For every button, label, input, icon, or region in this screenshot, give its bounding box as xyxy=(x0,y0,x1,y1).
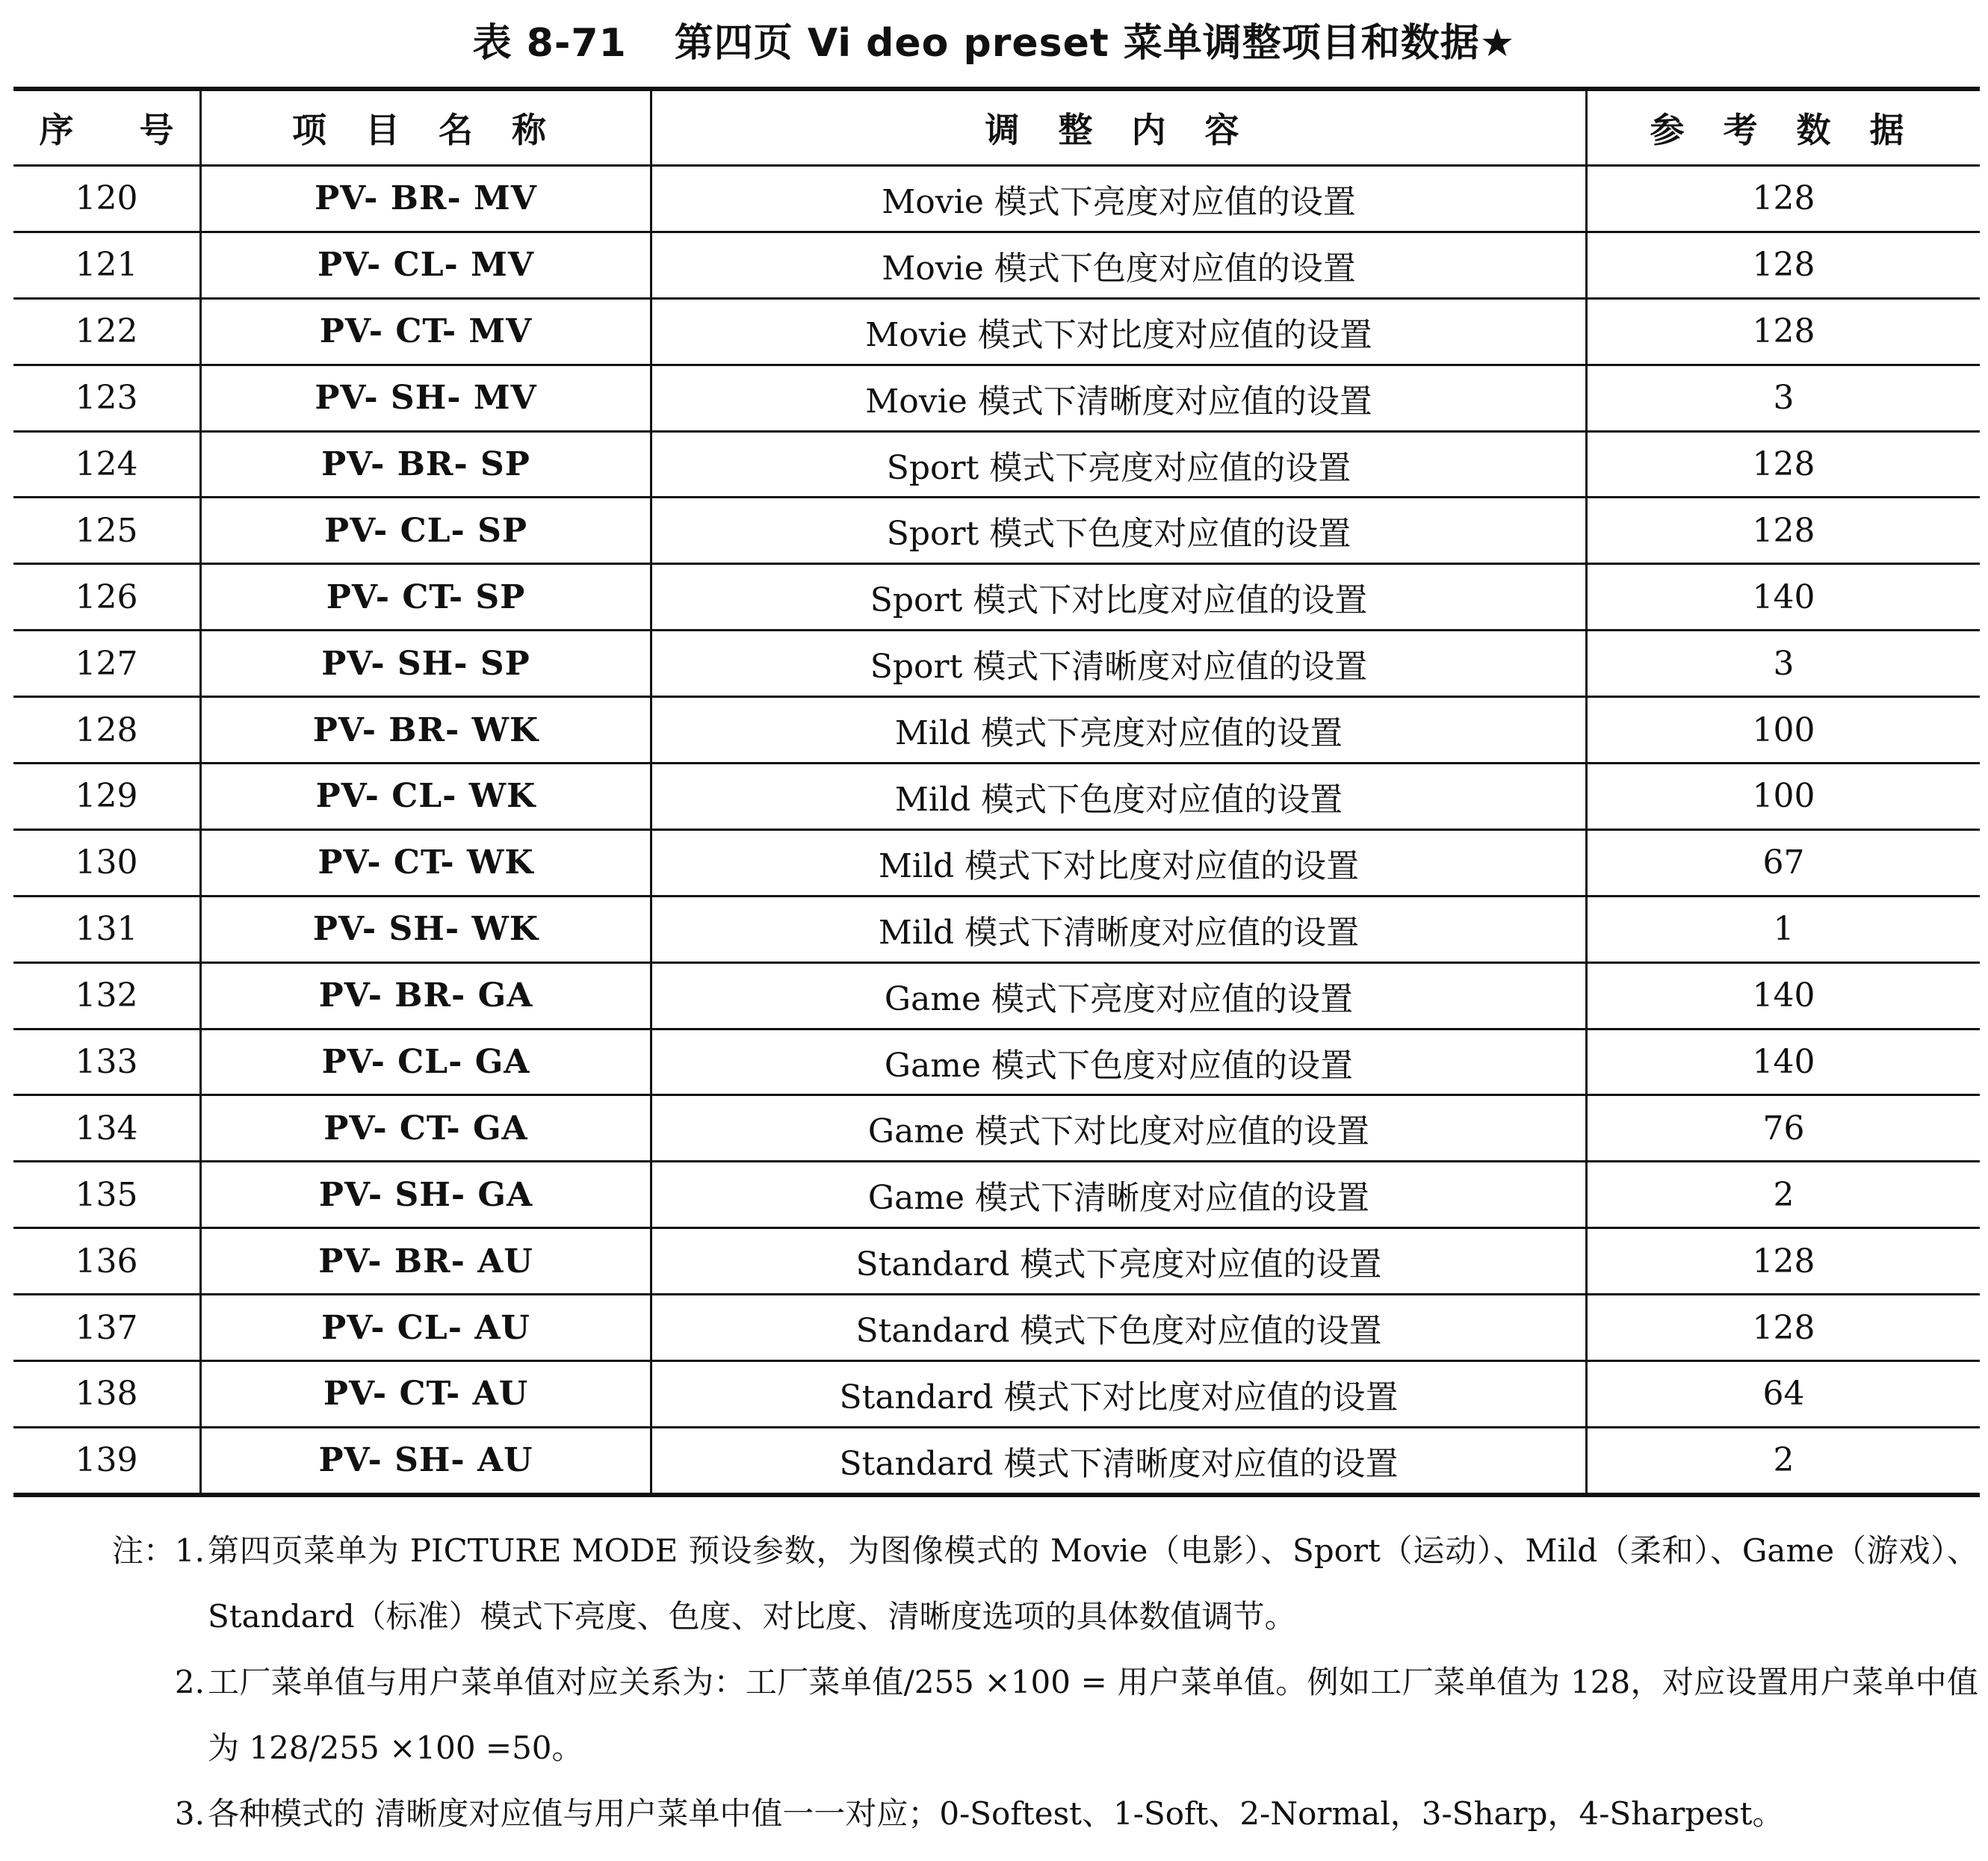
cell-reference-data: 140 xyxy=(1587,962,1981,1029)
table-row xyxy=(13,764,1980,830)
cell-serial-number: 127 xyxy=(13,631,201,697)
cell-item-name: PV- CL- GA xyxy=(201,1029,651,1095)
table-row xyxy=(13,1361,1980,1428)
cell-reference-data: 100 xyxy=(1587,764,1981,830)
cell-reference-data: 128 xyxy=(1587,232,1981,298)
cell-serial-number: 125 xyxy=(13,498,201,564)
table-row xyxy=(13,1029,1980,1095)
table-row xyxy=(13,365,1980,431)
note-prefix xyxy=(88,1518,205,1584)
cell-adjustment-content: Standard 模式下对比度对应值的设置 xyxy=(651,1361,1587,1428)
cell-item-name: PV- CL- WK xyxy=(201,764,651,830)
cell-serial-number: 131 xyxy=(13,896,201,962)
cell-adjustment-content: Mild 模式下色度对应值的设置 xyxy=(651,764,1587,830)
cell-reference-data: 140 xyxy=(1587,1029,1981,1095)
cell-adjustment-content: Game 模式下色度对应值的设置 xyxy=(651,1029,1587,1095)
cell-reference-data: 140 xyxy=(1587,564,1981,631)
cell-item-name: PV- CL- MV xyxy=(201,232,651,298)
cell-item-name: PV- CT- AU xyxy=(201,1361,651,1428)
note-text: 第四页菜单为 PICTURE MODE 预设参数，为图像模式的 Movie（电影）、Sport（运动）、Mild（柔和）、Game（游戏）、Standard（标准）模式下亮度、色度、对比度、清晰度选项的具体数值调节。 xyxy=(208,1532,1978,1635)
cell-adjustment-content: Game 模式下清晰度对应值的设置 xyxy=(651,1162,1587,1228)
table-row xyxy=(13,1295,1980,1361)
note-number: 3. xyxy=(174,1795,205,1832)
cell-item-name: PV- SH- MV xyxy=(201,365,651,431)
cell-serial-number: 122 xyxy=(13,298,201,365)
table-row xyxy=(13,431,1980,498)
header-serial-number: 序 号 xyxy=(13,91,201,166)
cell-adjustment-content: Mild 模式下清晰度对应值的设置 xyxy=(651,896,1587,962)
cell-serial-number: 132 xyxy=(13,962,201,1029)
cell-item-name: PV- BR- WK xyxy=(201,697,651,764)
cell-adjustment-content: Movie 模式下亮度对应值的设置 xyxy=(651,166,1587,232)
cell-item-name: PV- BR- GA xyxy=(201,962,651,1029)
cell-item-name: PV- BR- MV xyxy=(201,166,651,232)
cell-reference-data: 100 xyxy=(1587,697,1981,764)
cell-adjustment-content: Game 模式下亮度对应值的设置 xyxy=(651,962,1587,1029)
cell-serial-number: 133 xyxy=(13,1029,201,1095)
table-row xyxy=(13,232,1980,298)
cell-adjustment-content: Standard 模式下亮度对应值的设置 xyxy=(651,1228,1587,1295)
cell-item-name: PV- CL- AU xyxy=(201,1295,651,1361)
cell-reference-data: 128 xyxy=(1587,498,1981,564)
cell-serial-number: 121 xyxy=(13,232,201,298)
note-number: 2. xyxy=(174,1664,205,1700)
cell-reference-data: 128 xyxy=(1587,166,1981,232)
table-row xyxy=(13,631,1980,697)
cell-item-name: PV- CT- MV xyxy=(201,298,651,365)
cell-serial-number: 123 xyxy=(13,365,201,431)
cell-serial-number: 137 xyxy=(13,1295,201,1361)
note-prefix xyxy=(88,1781,205,1847)
header-item-name: 项 目 名 称 xyxy=(201,91,651,166)
cell-item-name: PV- BR- SP xyxy=(201,431,651,498)
cell-serial-number: 129 xyxy=(13,764,201,830)
cell-serial-number: 135 xyxy=(13,1162,201,1228)
cell-adjustment-content: Mild 模式下对比度对应值的设置 xyxy=(651,829,1587,896)
cell-adjustment-content: Movie 模式下色度对应值的设置 xyxy=(651,232,1587,298)
cell-reference-data: 128 xyxy=(1587,431,1981,498)
table-row xyxy=(13,498,1980,564)
cell-adjustment-content: Standard 模式下色度对应值的设置 xyxy=(651,1295,1587,1361)
note-text: 工厂菜单值与用户菜单值对应关系为：工厂菜单值/255 ×100 = 用户菜单值。例如工厂菜单值为 128，对应设置用户菜单中值为 128/255 ×100 =50。 xyxy=(208,1664,1978,1766)
cell-reference-data: 2 xyxy=(1587,1162,1981,1228)
cell-serial-number: 126 xyxy=(13,564,201,631)
note-text: 各种模式的 清晰度对应值与用户菜单中值一一对应；0-Softest、1-Soft、2-Normal，3-Sharp，4-Sharpest。 xyxy=(208,1795,1784,1832)
cell-adjustment-content: Sport 模式下色度对应值的设置 xyxy=(651,498,1587,564)
cell-reference-data: 3 xyxy=(1587,365,1981,431)
cell-reference-data: 76 xyxy=(1587,1095,1981,1162)
cell-item-name: PV- SH- AU xyxy=(201,1427,651,1492)
header-adjustment-content: 调 整 内 容 xyxy=(651,91,1587,166)
cell-adjustment-content: Movie 模式下对比度对应值的设置 xyxy=(651,298,1587,365)
cell-reference-data: 2 xyxy=(1587,1427,1981,1492)
table-row xyxy=(13,896,1980,962)
cell-serial-number: 120 xyxy=(75,179,138,218)
table-number: 表 8-71 xyxy=(472,21,627,66)
note-item-3 xyxy=(88,1781,1978,1847)
cell-serial-number: 136 xyxy=(13,1228,201,1295)
note-item-1 xyxy=(88,1518,1978,1650)
cell-adjustment-content: Sport 模式下清晰度对应值的设置 xyxy=(651,631,1587,697)
table-caption xyxy=(0,13,1988,73)
cell-serial-number: 130 xyxy=(13,829,201,896)
cell-item-name: PV- CT- SP xyxy=(201,564,651,631)
data-table xyxy=(13,91,1980,1493)
cell-serial-number: 124 xyxy=(13,431,201,498)
table-row xyxy=(13,1228,1980,1295)
notes-section xyxy=(88,1518,1978,1847)
note-number: 1. xyxy=(174,1532,205,1569)
table-row xyxy=(13,1095,1980,1162)
table-row xyxy=(13,829,1980,896)
table-row xyxy=(13,697,1980,764)
cell-reference-data: 1 xyxy=(1587,896,1981,962)
cell-adjustment-content: Standard 模式下清晰度对应值的设置 xyxy=(651,1427,1587,1492)
cell-item-name: PV- CL- SP xyxy=(201,498,651,564)
note-item-2 xyxy=(88,1650,1978,1781)
cell-serial-number: 134 xyxy=(13,1095,201,1162)
table-row xyxy=(13,564,1980,631)
data-table-frame xyxy=(13,87,1980,1497)
table-row xyxy=(13,1162,1980,1228)
cell-item-name: PV- CT- WK xyxy=(201,829,651,896)
cell-reference-data: 128 xyxy=(1587,298,1981,365)
note-prefix xyxy=(88,1650,205,1715)
cell-adjustment-content: Sport 模式下亮度对应值的设置 xyxy=(651,431,1587,498)
table-body xyxy=(13,166,1980,1493)
cell-item-name: PV- SH- SP xyxy=(201,631,651,697)
cell-adjustment-content: Movie 模式下清晰度对应值的设置 xyxy=(651,365,1587,431)
header-reference-data: 参 考 数 据 xyxy=(1587,91,1981,166)
table-row xyxy=(13,1427,1980,1492)
table-title: 第四页 Vi deo preset 菜单调整项目和数据★ xyxy=(674,21,1516,66)
cell-adjustment-content: Game 模式下对比度对应值的设置 xyxy=(651,1095,1587,1162)
table-row xyxy=(13,166,1980,232)
table-header-row xyxy=(13,91,1980,166)
cell-serial-number: 138 xyxy=(13,1361,201,1428)
cell-reference-data: 67 xyxy=(1587,829,1981,896)
cell-serial-number: 139 xyxy=(13,1427,201,1492)
cell-item-name: PV- SH- WK xyxy=(201,896,651,962)
cell-reference-data: 64 xyxy=(1587,1361,1981,1428)
cell-reference-data: 128 xyxy=(1587,1228,1981,1295)
cell-adjustment-content: Mild 模式下亮度对应值的设置 xyxy=(651,697,1587,764)
cell-adjustment-content: Sport 模式下对比度对应值的设置 xyxy=(651,564,1587,631)
table-row xyxy=(13,962,1980,1029)
cell-item-name: PV- BR- AU xyxy=(201,1228,651,1295)
notes-label: 注： xyxy=(111,1532,175,1569)
cell-reference-data: 128 xyxy=(1587,1295,1981,1361)
cell-item-name: PV- SH- GA xyxy=(201,1162,651,1228)
cell-serial-number: 128 xyxy=(13,697,201,764)
cell-item-name: PV- CT- GA xyxy=(201,1095,651,1162)
table-row xyxy=(13,298,1980,365)
cell-reference-data: 3 xyxy=(1587,631,1981,697)
